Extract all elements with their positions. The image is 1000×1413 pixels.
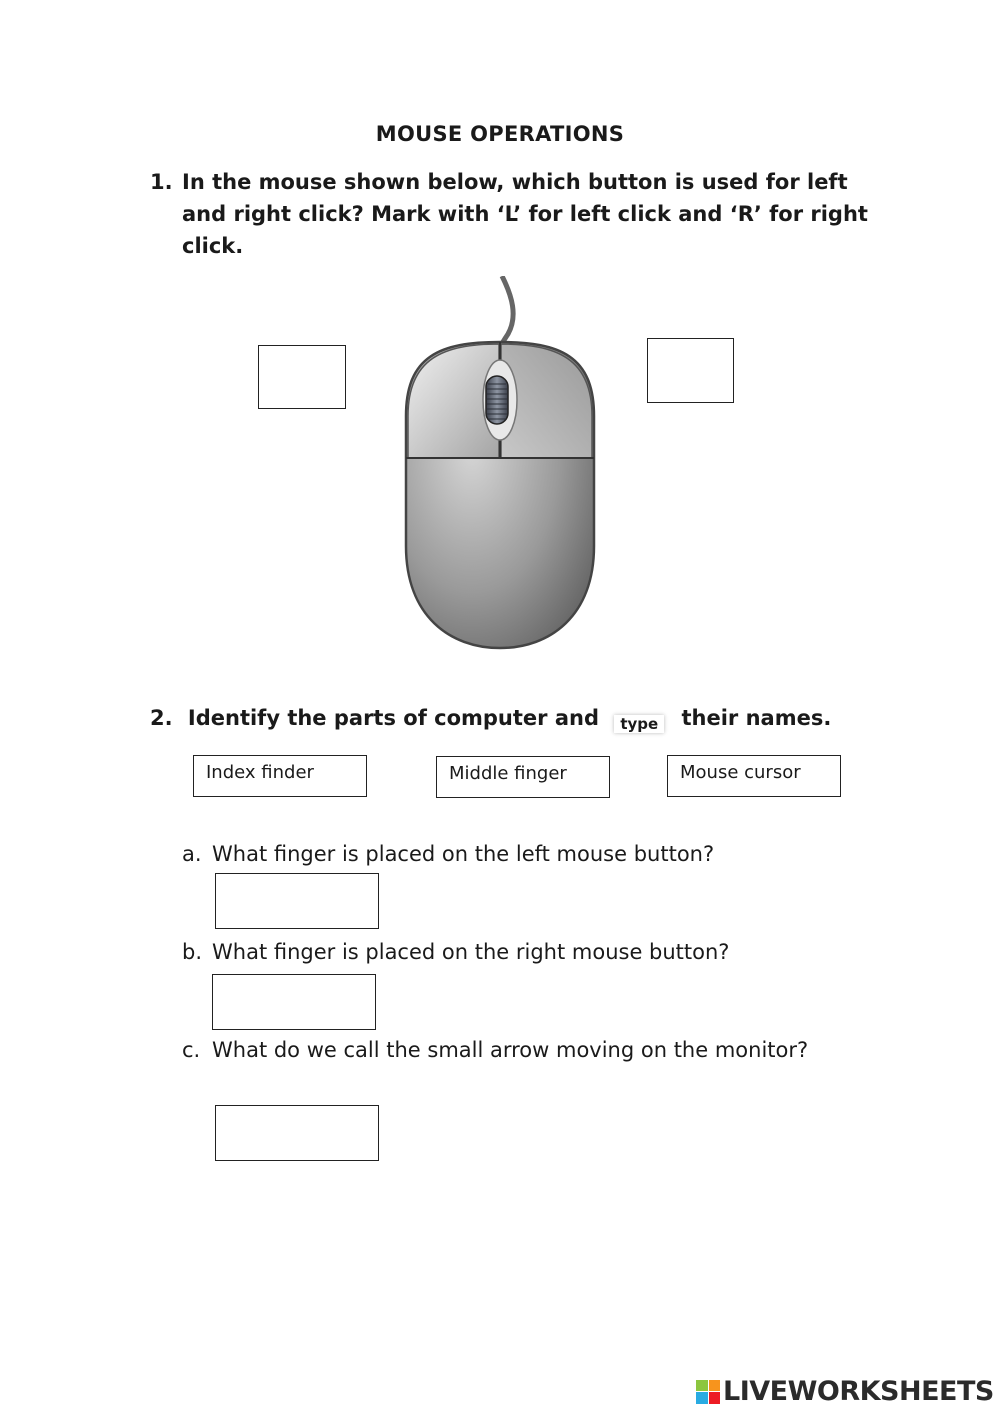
question-1-text: In the mouse shown below, which button is used for left and right click? Mark with ‘L’ for left click and ‘R’ for right click. xyxy=(182,170,868,258)
answer-box-a[interactable] xyxy=(215,873,379,929)
logo-icon xyxy=(696,1380,720,1404)
scroll-wheel[interactable] xyxy=(486,376,508,424)
left-click-answer-box[interactable] xyxy=(258,345,346,409)
subquestion-b xyxy=(182,936,902,968)
option-middle-finger[interactable]: Middle finger xyxy=(436,756,610,798)
option-mouse-cursor[interactable]: Mouse cursor xyxy=(667,755,841,797)
subquestion-a xyxy=(182,838,902,870)
liveworksheets-logo xyxy=(696,1376,994,1407)
question-2 xyxy=(150,706,832,733)
question-2-number: 2. xyxy=(150,706,173,730)
type-mode-chip[interactable]: type xyxy=(614,715,664,733)
logo-square-orange xyxy=(709,1380,721,1392)
subquestion-c-text: What do we call the small arrow moving on the monitor? xyxy=(212,1038,809,1062)
mouse-illustration xyxy=(400,276,600,652)
subquestion-a-letter: a. xyxy=(182,842,202,866)
subquestion-b-text: What finger is placed on the right mouse button? xyxy=(212,940,730,964)
subquestion-c xyxy=(182,1034,862,1066)
question-2-prefix: Identify the parts of computer and xyxy=(187,706,599,730)
question-1-number: 1. xyxy=(150,170,173,194)
logo-text: LIVEWORKSHEETS xyxy=(723,1376,994,1407)
page-title: MOUSE OPERATIONS xyxy=(375,122,625,146)
logo-square-green xyxy=(696,1380,708,1392)
answer-box-c[interactable] xyxy=(215,1105,379,1161)
logo-square-red xyxy=(709,1392,721,1404)
question-2-suffix: their names. xyxy=(681,706,832,730)
subquestion-c-letter: c. xyxy=(182,1038,201,1062)
right-click-answer-box[interactable] xyxy=(647,338,734,403)
question-1 xyxy=(150,166,890,262)
logo-square-blue xyxy=(696,1392,708,1404)
subquestion-a-text: What finger is placed on the left mouse button? xyxy=(212,842,715,866)
answer-box-b[interactable] xyxy=(212,974,376,1030)
subquestion-b-letter: b. xyxy=(182,940,203,964)
option-index-finder[interactable]: Index finder xyxy=(193,755,367,797)
